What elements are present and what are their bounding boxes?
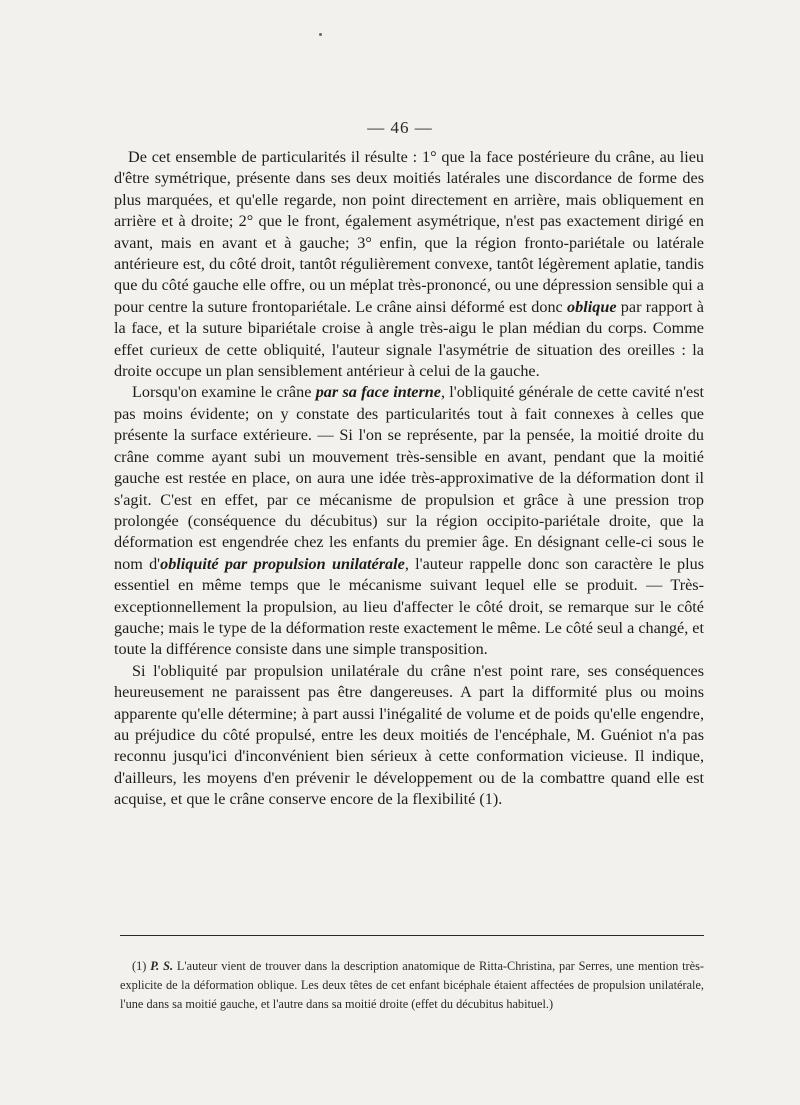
page-number: — 46 —	[367, 118, 433, 137]
paragraph-1	[114, 147, 704, 382]
text-run: Si l'obliquité par propulsion unilatérale du crâne n'est point rare, ses conséquences heureusement ne paraissent pas être dangereuses. A part la difformité plus ou moins apparente qu'elle détermine; à part aussi l'inégalité de volume et de poids qu'elle engendre, au préjudice du côté propulsé, entre les deux moitiés de l'encéphale, M. Guéniot n'a pas reconnu jusqu'ici d'inconvénient bien sérieux à cette conformation vicieuse. Il indique, d'ailleurs, les moyens d'en prévenir le développement ou de la combattre quand elle est acquise, et que le crâne conserve encore de la flexibilité (1).	[114, 661, 704, 809]
body-text	[114, 147, 704, 811]
footnote-text	[120, 957, 704, 1014]
text-run: , l'auteur rappelle donc son caractère le plus essentiel en même temps que le mécanisme suivant lequel elle se produit. — Très-exceptionnellement la propulsion, au lieu d'affecter le côté droit, se remarque sur le côté gauche; mais le type de la déformation reste exactement le même. Le côté seul a changé, et toute la différence consiste dans une simple transposition.	[114, 554, 705, 659]
footnote-divider	[120, 935, 704, 936]
italic-phrase: par sa face interne	[315, 383, 441, 402]
text-run: par rapport à la face, et la suture bipariétale croise à angle très-aigu le plan médian du corps. Comme effet curieux de cette obliquité, l'auteur signale l'asymétrie de situation des oreilles : la droite occupe un plan sensiblement antérieur à celui de la gauche.	[114, 297, 704, 381]
footnote	[120, 957, 704, 1014]
footnote-marker: (1)	[132, 959, 147, 973]
text-run: , l'obliquité générale de cette cavité n'est pas moins évidente; on y constate des particularités tout à fait connexes à celles que présente la surface extérieure. — Si l'on se représente, par la pensée, la moitié droite du crâne comme ayant subi un mouvement très-sensible en avant, pendant que la moitié gauche est restée en place, on aura une idée très-approximative de la déformation dont il s'agit. C'est en effet, par ce mécanisme de propulsion et grâce à une pression trop prolongée (conséquence du décubitus) sur la région occipito-pariétale droite, que la déformation est engendrée chez les enfants du premier âge. En désignant celle-ci sous le nom d'	[114, 383, 705, 573]
italic-phrase: oblique	[567, 297, 617, 316]
text-run: Lorsqu'on examine le crâne	[132, 383, 316, 402]
paper-speck	[319, 33, 322, 36]
footnote-body: L'auteur vient de trouver dans la description anatomique de Ritta-Christina, par Serres, une mention très-explicite de la déformation oblique. Les deux têtes de cet enfant bicéphale étaient affectées de propulsion unilatérale, l'une dans sa moitié gauche, et l'autre dans sa moitié droite (effet du décubitus habituel.)	[120, 959, 704, 1011]
paragraph-2	[114, 382, 704, 660]
footnote-ps: P. S.	[150, 959, 174, 973]
text-run: De cet ensemble de particularités il résulte : 1° que la face postérieure du crâne, au lieu d'être symétrique, présente dans ses deux moitiés latérales une discordance de forme des plus marquées, et qu'elle regarde, non point directement en arrière, mais obliquement en arrière et à droite; 2° que le front, également asymétrique, n'est pas exactement dirigé en avant, mais en avant et à gauche; 3° enfin, que la région fronto-pariétale ou latérale antérieure est, du côté droit, tantôt régulièrement convexe, tantôt légèrement aplatie, tandis que du côté gauche elle offre, ou un méplat très-prononcé, ou une dépression sensible qui a pour centre la suture frontopariétale. Le crâne ainsi déformé est donc	[114, 148, 704, 316]
paragraph-3	[114, 661, 704, 811]
italic-phrase: obliquité par propulsion unilatérale	[160, 554, 405, 573]
